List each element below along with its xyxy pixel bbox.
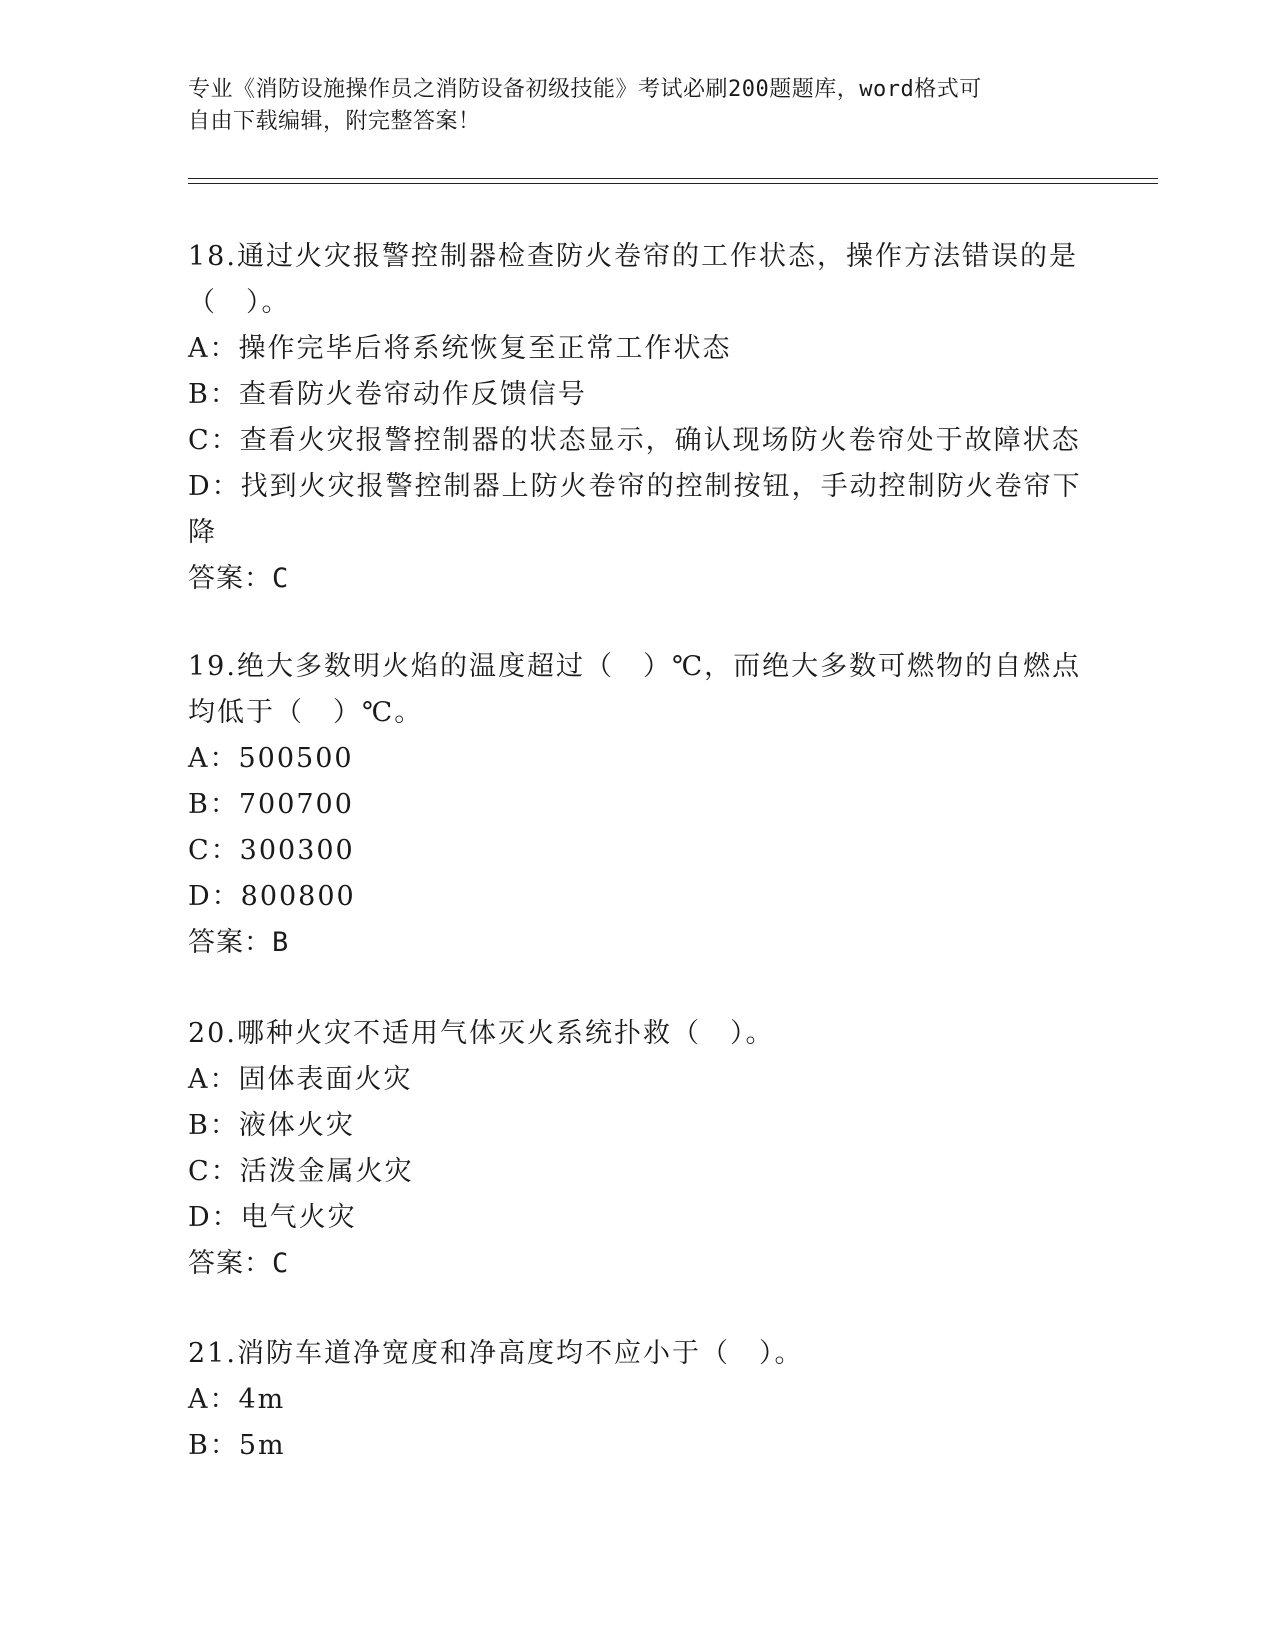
question-19	[188, 644, 1088, 966]
question-stem: 18.通过火灾报警控制器检查防火卷帘的工作状态，操作方法错误的是	[188, 241, 1078, 272]
question-20	[188, 1011, 1088, 1287]
question-stem: 19.绝大多数明火焰的温度超过（ ）℃，而绝大多数可燃物的自燃点	[188, 651, 1082, 682]
option-a: A：500500	[188, 743, 354, 774]
option-b: B：液体火灾	[188, 1110, 355, 1141]
document-header	[188, 74, 1068, 138]
option-d: D：找到火灾报警控制器上防火卷帘的控制按钮，手动控制防火卷帘下	[188, 471, 1082, 502]
option-b: B：5m	[188, 1430, 286, 1461]
option-d: D：电气火灾	[188, 1202, 357, 1233]
question-18	[188, 234, 1088, 602]
header-line-1: 专业《消防设施操作员之消防设备初级技能》考试必刷200题题库，word格式可	[188, 77, 982, 102]
answer: 答案：C	[188, 1248, 290, 1279]
option-c: C：活泼金属火灾	[188, 1156, 414, 1187]
header-divider-bottom	[188, 183, 1158, 184]
option-a: A：固体表面火灾	[188, 1064, 413, 1095]
option-b: B：700700	[188, 789, 354, 820]
answer: 答案：C	[188, 563, 290, 594]
option-c: C：查看火灾报警控制器的状态显示，确认现场防火卷帘处于故障状态	[188, 425, 1081, 456]
question-stem-cont: 均低于（ ）℃。	[188, 697, 424, 728]
option-a: A：操作完毕后将系统恢复至正常工作状态	[188, 333, 732, 364]
answer: 答案：B	[188, 927, 290, 958]
question-stem: 21.消防车道净宽度和净高度均不应小于（ ）。	[188, 1338, 804, 1369]
question-stem: 20.哪种火灾不适用气体灭火系统扑救（ ）。	[188, 1018, 775, 1049]
question-stem-cont: （ ）。	[188, 287, 291, 318]
question-21	[188, 1331, 1088, 1469]
header-divider-top	[188, 178, 1158, 179]
option-d-cont: 降	[188, 517, 217, 548]
header-line-2: 自由下载编辑，附完整答案！	[188, 109, 481, 134]
option-d: D：800800	[188, 881, 356, 912]
option-a: A：4m	[188, 1384, 286, 1415]
option-c: C：300300	[188, 835, 355, 866]
option-b: B：查看防火卷帘动作反馈信号	[188, 379, 587, 410]
